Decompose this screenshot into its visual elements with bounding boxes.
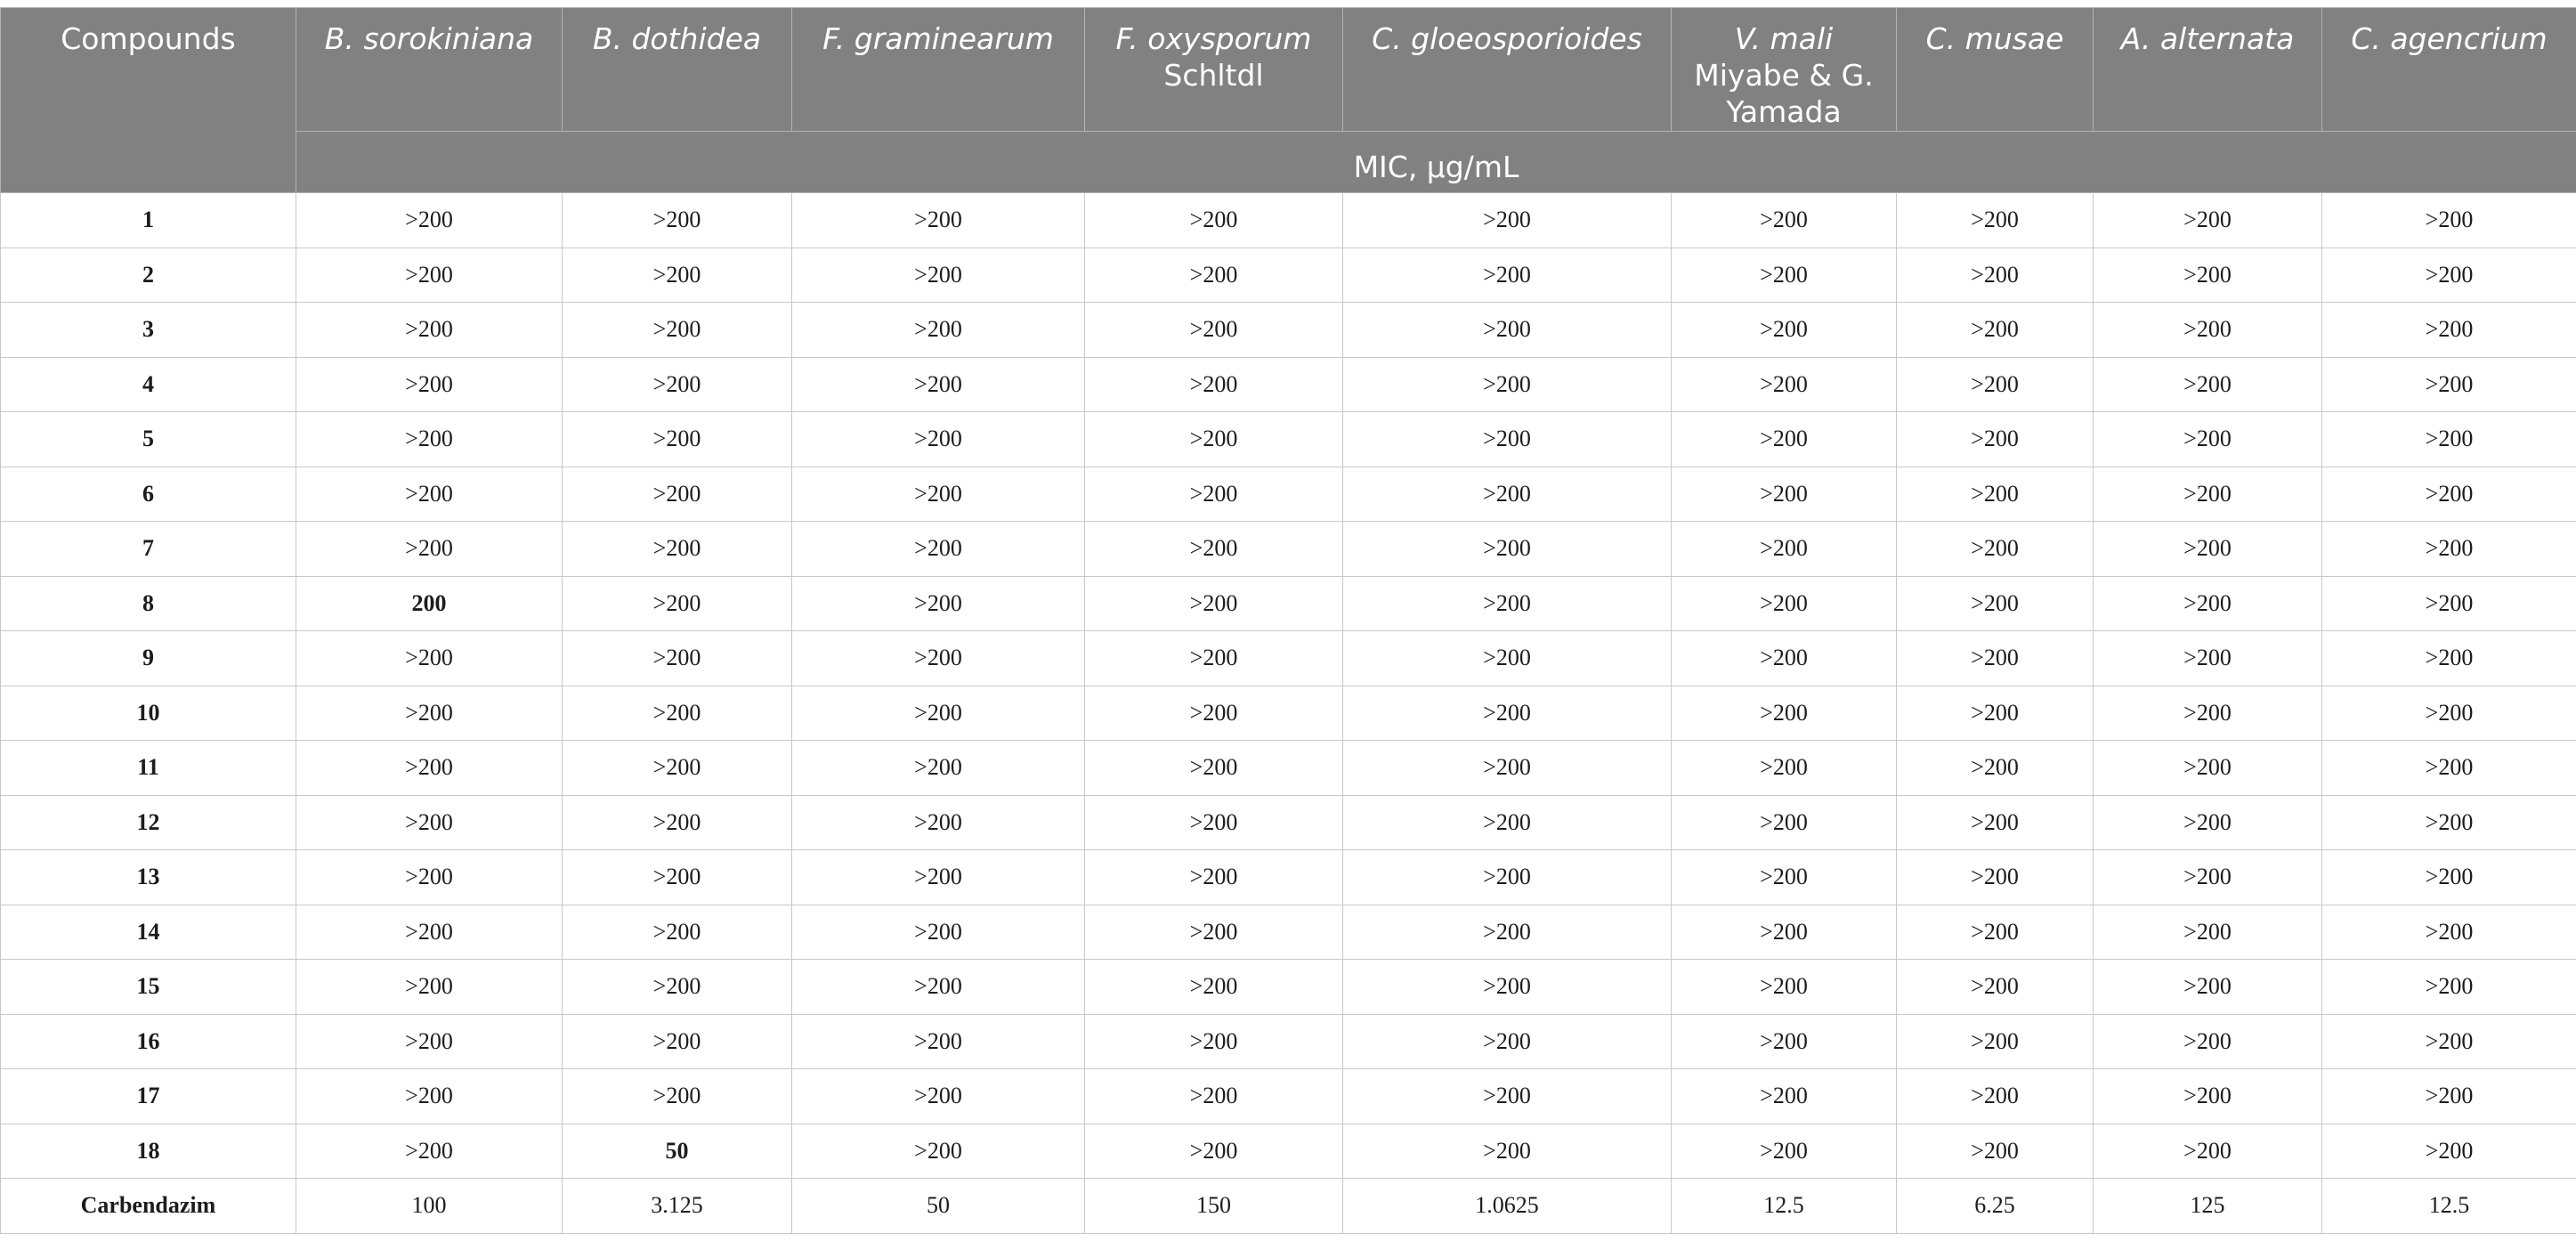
mic-value-cell: >200 [2094,631,2322,686]
header-species: V. mali Miyabe & G. Yamada [1672,8,1897,132]
mic-value-cell: >200 [2322,795,2576,850]
header-species: C. gloeosporioides [1343,8,1672,132]
table-row [1,248,2576,303]
table-row [1,741,2576,796]
mic-value-cell: >200 [296,905,563,960]
mic-value-cell: >200 [2094,1069,2322,1124]
compound-cell: 8 [1,576,296,631]
compound-cell: 14 [1,905,296,960]
mic-value-cell: >200 [1897,686,2094,741]
header-species: B. sorokiniana [296,8,563,132]
mic-value-cell: >200 [296,303,563,358]
mic-value-cell: >200 [792,741,1085,796]
mic-value-cell: >200 [1085,686,1343,741]
mic-value-cell: >200 [2094,686,2322,741]
mic-value-cell: >200 [1343,193,1672,248]
table-row [1,1014,2576,1069]
mic-value-cell: >200 [1897,1014,2094,1069]
mic-value-cell: >200 [296,248,563,303]
mic-value-cell: >200 [2094,467,2322,522]
mic-value-cell: >200 [1672,357,1897,412]
mic-value-cell: >200 [2322,576,2576,631]
mic-value-cell: >200 [2094,576,2322,631]
mic-value-cell: >200 [792,357,1085,412]
mic-value-cell: >200 [2322,248,2576,303]
mic-value-cell: >200 [1897,412,2094,467]
header-row-species [1,8,2576,132]
mic-value-cell: >200 [563,357,792,412]
mic-value-cell: >200 [1897,631,2094,686]
mic-value-cell: >200 [2322,741,2576,796]
mic-value-cell: >200 [1085,631,1343,686]
table-body [1,193,2576,1234]
table-row [1,1124,2576,1179]
header-row-unit [1,132,2576,193]
compound-cell: 13 [1,850,296,905]
mic-value-cell: >200 [2094,741,2322,796]
mic-value-cell: >200 [2094,1014,2322,1069]
table-row [1,1179,2576,1234]
mic-value-cell: >200 [1343,850,1672,905]
mic-value-cell: >200 [1672,467,1897,522]
mic-value-cell: >200 [1897,522,2094,577]
table-row [1,795,2576,850]
mic-value-cell: >200 [1343,1069,1672,1124]
mic-value-cell: >200 [2094,960,2322,1015]
header-compounds: Compounds [1,8,296,193]
mic-value-cell: >200 [296,1014,563,1069]
mic-value-cell: >200 [563,905,792,960]
mic-value-cell: >200 [563,686,792,741]
mic-value-cell: >200 [1672,248,1897,303]
mic-value-cell: 12.5 [1672,1179,1897,1234]
mic-value-cell: >200 [1672,795,1897,850]
mic-value-cell: >200 [1672,412,1897,467]
mic-value-cell: >200 [1085,193,1343,248]
mic-value-cell: >200 [2094,522,2322,577]
compound-cell: 18 [1,1124,296,1179]
mic-value-cell: >200 [563,303,792,358]
mic-value-cell: >200 [2094,193,2322,248]
table-row [1,467,2576,522]
mic-value-cell: >200 [1085,850,1343,905]
mic-value-cell: >200 [2322,412,2576,467]
mic-value-cell: >200 [2094,795,2322,850]
mic-value-cell: >200 [1897,1124,2094,1179]
mic-value-cell: >200 [1343,631,1672,686]
mic-value-cell: >200 [563,412,792,467]
mic-value-cell: >200 [1343,1124,1672,1179]
mic-value-cell: >200 [1343,303,1672,358]
compound-cell: Carbendazim [1,1179,296,1234]
mic-value-cell: >200 [1085,795,1343,850]
mic-value-cell: >200 [2094,303,2322,358]
mic-value-cell: >200 [1343,467,1672,522]
mic-value-cell: >200 [2094,1124,2322,1179]
mic-value-cell: >200 [2322,303,2576,358]
mic-value-cell: >200 [1343,248,1672,303]
mic-value-cell: 100 [296,1179,563,1234]
compound-cell: 17 [1,1069,296,1124]
mic-value-cell: >200 [563,248,792,303]
table-row [1,522,2576,577]
mic-value-cell: >200 [1085,1124,1343,1179]
mic-value-cell: >200 [563,631,792,686]
mic-value-cell: 125 [2094,1179,2322,1234]
mic-value-cell: >200 [1672,193,1897,248]
mic-value-cell: >200 [1085,303,1343,358]
mic-value-cell: >200 [1672,1069,1897,1124]
table-row [1,576,2576,631]
mic-value-cell: >200 [296,1124,563,1179]
mic-value-cell: >200 [1672,1014,1897,1069]
mic-value-cell: >200 [1343,741,1672,796]
mic-value-cell: >200 [1343,686,1672,741]
compound-cell: 5 [1,412,296,467]
mic-value-cell: >200 [792,248,1085,303]
mic-value-cell: >200 [2094,357,2322,412]
mic-value-cell: >200 [1897,905,2094,960]
mic-value-cell: >200 [1085,905,1343,960]
mic-value-cell: >200 [563,522,792,577]
mic-value-cell: >200 [1085,741,1343,796]
mic-value-cell: >200 [2322,960,2576,1015]
mic-value-cell: >200 [1343,522,1672,577]
mic-value-cell: >200 [2322,357,2576,412]
mic-value-cell: >200 [296,741,563,796]
mic-value-cell: >200 [1897,576,2094,631]
mic-value-cell: >200 [1897,193,2094,248]
mic-value-cell: >200 [792,960,1085,1015]
table-row [1,193,2576,248]
mic-value-cell: >200 [792,303,1085,358]
mic-value-cell: >200 [563,576,792,631]
mic-value-cell: >200 [2094,248,2322,303]
mic-value-cell: >200 [1085,576,1343,631]
mic-value-cell: >200 [1672,741,1897,796]
mic-value-cell: >200 [2322,631,2576,686]
mic-value-cell: >200 [1672,1124,1897,1179]
header-species: C. agencrium [2322,8,2576,132]
mic-value-cell: >200 [1343,412,1672,467]
mic-value-cell: >200 [792,905,1085,960]
mic-value-cell: >200 [792,412,1085,467]
mic-value-cell: >200 [1343,795,1672,850]
table-row [1,303,2576,358]
mic-value-cell: >200 [792,1014,1085,1069]
mic-value-cell: >200 [792,686,1085,741]
mic-value-cell: >200 [1897,248,2094,303]
mic-value-cell: >200 [2322,193,2576,248]
mic-value-cell: >200 [2322,467,2576,522]
mic-value-cell: >200 [1672,576,1897,631]
mic-value-cell: >200 [792,522,1085,577]
mic-value-cell: >200 [792,850,1085,905]
header-species: F. oxysporum Schltdl [1085,8,1343,132]
mic-value-cell: >200 [2322,850,2576,905]
mic-value-cell: >200 [1085,1069,1343,1124]
mic-value-cell: >200 [2094,850,2322,905]
mic-value-cell: 50 [792,1179,1085,1234]
mic-value-cell: >200 [563,467,792,522]
table-row [1,412,2576,467]
compound-cell: 15 [1,960,296,1015]
mic-value-cell: >200 [563,1014,792,1069]
table-row [1,631,2576,686]
mic-value-cell: >200 [1343,905,1672,960]
compound-cell: 2 [1,248,296,303]
mic-value-cell: >200 [1897,303,2094,358]
header-species: C. musae [1897,8,2094,132]
mic-value-cell: >200 [2094,412,2322,467]
mic-value-cell: >200 [1085,357,1343,412]
table-row [1,1069,2576,1124]
mic-value-cell: >200 [296,1069,563,1124]
compound-cell: 9 [1,631,296,686]
compound-cell: 1 [1,193,296,248]
mic-value-cell: >200 [2322,1124,2576,1179]
mic-value-cell: >200 [296,686,563,741]
table-row [1,686,2576,741]
mic-value-cell: >200 [563,850,792,905]
mic-value-cell: >200 [1897,1069,2094,1124]
mic-value-cell: >200 [792,576,1085,631]
mic-value-cell: >200 [792,631,1085,686]
mic-value-cell: >200 [1343,576,1672,631]
mic-value-cell: 12.5 [2322,1179,2576,1234]
mic-value-cell: >200 [296,467,563,522]
header-unit-label: MIC, µg/mL [296,132,2576,193]
mic-value-cell: 6.25 [1897,1179,2094,1234]
mic-value-cell: >200 [563,1069,792,1124]
compound-cell: 3 [1,303,296,358]
mic-value-cell: >200 [1085,248,1343,303]
header-species: F. graminearum [792,8,1085,132]
mic-value-cell: >200 [1343,357,1672,412]
mic-value-cell: >200 [1672,960,1897,1015]
mic-value-cell: >200 [563,795,792,850]
mic-value-cell: >200 [1085,1014,1343,1069]
mic-value-cell: >200 [563,960,792,1015]
mic-value-cell: >200 [1672,631,1897,686]
mic-value-cell: >200 [1085,412,1343,467]
mic-value-cell: 50 [563,1124,792,1179]
mic-value-cell: >200 [296,357,563,412]
mic-value-cell: >200 [1343,1014,1672,1069]
table-row [1,850,2576,905]
table-row [1,905,2576,960]
table-row [1,357,2576,412]
compound-cell: 6 [1,467,296,522]
compound-cell: 16 [1,1014,296,1069]
compound-cell: 7 [1,522,296,577]
mic-value-cell: 3.125 [563,1179,792,1234]
mic-value-cell: >200 [1085,960,1343,1015]
mic-value-cell: >200 [296,795,563,850]
mic-value-cell: >200 [2322,905,2576,960]
mic-value-cell: >200 [1672,905,1897,960]
mic-value-cell: 150 [1085,1179,1343,1234]
table-row [1,960,2576,1015]
compound-cell: 4 [1,357,296,412]
header-species: B. dothidea [563,8,792,132]
mic-table [0,7,2576,1234]
mic-value-cell: >200 [1897,850,2094,905]
mic-value-cell: >200 [1672,303,1897,358]
mic-value-cell: >200 [2322,522,2576,577]
mic-value-cell: >200 [296,631,563,686]
mic-value-cell: >200 [1897,960,2094,1015]
mic-value-cell: 1.0625 [1343,1179,1672,1234]
mic-value-cell: >200 [1672,850,1897,905]
mic-value-cell: >200 [2322,1014,2576,1069]
mic-value-cell: >200 [2094,905,2322,960]
mic-value-cell: >200 [296,412,563,467]
mic-value-cell: >200 [2322,686,2576,741]
mic-value-cell: >200 [1672,522,1897,577]
mic-value-cell: >200 [1897,741,2094,796]
mic-value-cell: >200 [1085,467,1343,522]
mic-value-cell: >200 [296,522,563,577]
mic-value-cell: >200 [792,193,1085,248]
mic-value-cell: >200 [1672,686,1897,741]
mic-value-cell: >200 [792,1069,1085,1124]
mic-value-cell: >200 [296,960,563,1015]
mic-value-cell: >200 [2322,1069,2576,1124]
mic-value-cell: >200 [792,795,1085,850]
mic-value-cell: >200 [1897,357,2094,412]
mic-value-cell: >200 [792,467,1085,522]
compound-cell: 10 [1,686,296,741]
compound-cell: 11 [1,741,296,796]
mic-value-cell: >200 [1897,795,2094,850]
mic-value-cell: >200 [296,850,563,905]
mic-value-cell: >200 [1085,522,1343,577]
mic-value-cell: >200 [563,193,792,248]
mic-value-cell: >200 [563,741,792,796]
mic-value-cell: >200 [1343,960,1672,1015]
mic-value-cell: >200 [792,1124,1085,1179]
compound-cell: 12 [1,795,296,850]
mic-value-cell: 200 [296,576,563,631]
header-species: A. alternata [2094,8,2322,132]
mic-value-cell: >200 [296,193,563,248]
mic-value-cell: >200 [1897,467,2094,522]
